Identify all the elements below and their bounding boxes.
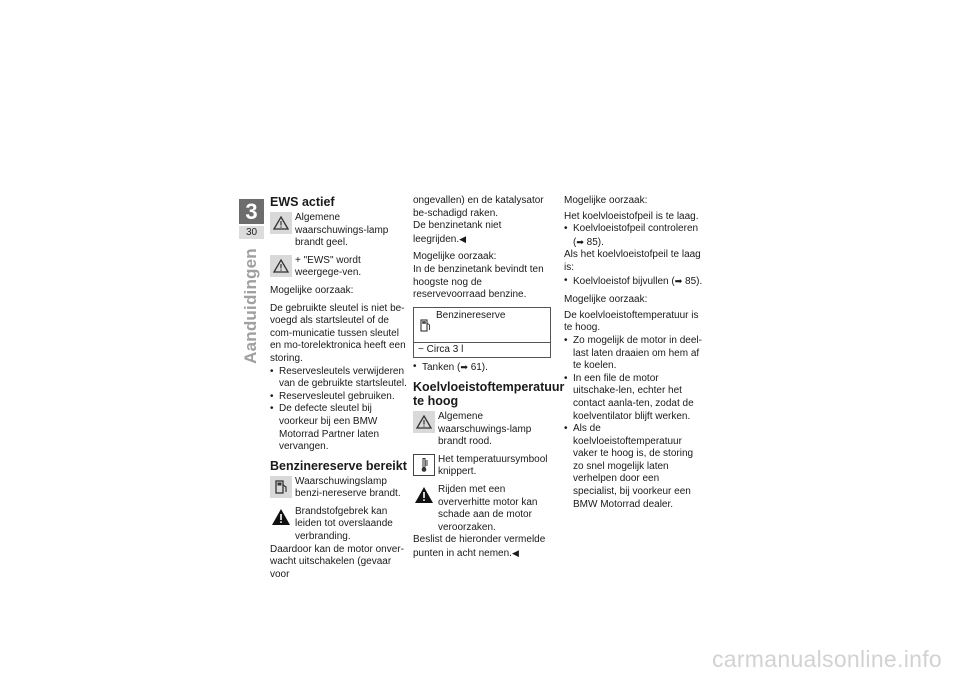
list-item: • Reservesleutels verwijderen van de gebruikte startsleutel. [270,365,407,390]
ews-warning-text: Algemene waarschuwings-lamp brandt geel. [295,212,389,249]
cause-label: Mogelijke oorzaak: [564,294,648,306]
fuel-pump-icon [414,308,436,342]
thermometer-icon [413,454,435,476]
cause-text: De koelvloeistoftemperatuur is te hoog. [564,309,699,334]
low-level-text: Als het koelvloeistofpeil te laag is: [564,249,701,273]
cause-label: Mogelijke oorzaak: [564,195,648,206]
ews-warning-row [270,212,410,250]
temperature-row [413,454,553,479]
list-item: • Reservesleutel gebruiken. [270,390,395,402]
danger-row [413,484,553,534]
danger-row [270,506,410,544]
coolant-heading: Koelvloeistoftemperatuur te hoog [413,379,565,408]
danger-continued: Daardoor kan de motor onver-wacht uitschakelen (gevaar voor [270,543,404,580]
column-3 [564,195,704,511]
list-item: • Zo mogelijk de motor in deel-last laten draaien om hem af te koelen. [564,334,702,372]
cause-text: Het koelvloeistofpeil is te laag. [564,210,699,222]
fuel-pump-icon [270,476,292,498]
chapter-title [234,246,268,366]
ews-heading: EWS actief [270,195,335,209]
arrow-right-icon: ➡ [460,362,468,373]
list-item: • Als de koelvloeistoftemperatuur vaker te hoog is, de storing zo snel mogelijk laten verhelpen door een specialist, bij voorkeur een BMW Motorrad dealer. [564,423,694,510]
cause-text: De gebruikte sleutel is niet be-voegd als startsleutel of de com-municatie tussen sleutel en mo-torelektronica heeft een storing. [270,302,406,364]
end-mark-icon: ◀ [459,233,467,244]
tank-text: De benzinetank niet leegrijden.◀ [413,220,502,245]
warning-triangle-icon [413,411,435,433]
ews-display-text: + "EWS" wordt weergege-ven. [295,254,362,279]
chapter-number: 3 [239,199,264,224]
ews-display-row [270,255,410,280]
end-mark-icon: ◀ [511,547,519,558]
list-item: • Koelvloeistof bijvullen (➡ 85). [564,274,703,287]
temperature-text: Het temperatuursymbool knippert. [438,453,548,478]
list-item: • Koelvloeistofpeil controleren (➡ 85). [564,223,699,248]
page-number: 30 [239,226,264,239]
arrow-right-icon: ➡ [576,236,584,247]
list-item: • In een file de motor uitschake-len, echter het contact aanla-ten, zodat de koelventilator blijft werken. [564,372,694,422]
cause-label: Mogelijke oorzaak: [413,251,497,263]
arrow-right-icon: ➡ [674,275,683,286]
watermark: carmanualsonline.info [711,646,942,672]
cause-label: Mogelijke oorzaak: [270,284,354,296]
spec-table-value: − Circa 3 l [418,343,464,355]
minus-icon: − [418,343,427,355]
column-1 [270,195,410,586]
spec-table [413,307,551,359]
coolant-warning-row [413,411,553,449]
warning-triangle-icon [270,255,292,277]
danger-text: Brandstofgebrek kan leiden tot overslaande verbranding. [295,505,393,543]
list-item: • De defecte sleutel bij voorkeur bij een BMW Motorrad Partner laten vervangen. [270,403,380,453]
danger-text: Rijden met een oververhitte motor kan schade aan de motor veroorzaken. [438,483,538,533]
fuel-warning-row [270,476,410,501]
coolant-warning-text: Algemene waarschuwings-lamp brandt rood. [438,410,532,448]
spec-table-label: Benzinereserve [436,309,506,321]
cause-text: In de benzinetank bevindt ten hoogste nog de reservevoorraad benzine. [413,263,544,301]
fuel-warning-text: Waarschuwingslamp benzi-nereserve brandt. [295,475,401,500]
column-2 [413,195,565,565]
follow-text: Beslist de hieronder vermelde punten in acht nemen.◀ [413,534,546,559]
fuel-heading: Benzinereserve bereikt [270,458,407,473]
continued-text: ongevallen) en de katalysator be-schadigd raken. [413,195,544,219]
list-item: • Tanken (➡ 61). [413,361,488,374]
chapter-title-text: Aanduidingen [241,248,260,364]
warning-triangle-icon [413,484,435,506]
warning-triangle-icon [270,212,292,234]
warning-triangle-icon [270,506,292,528]
